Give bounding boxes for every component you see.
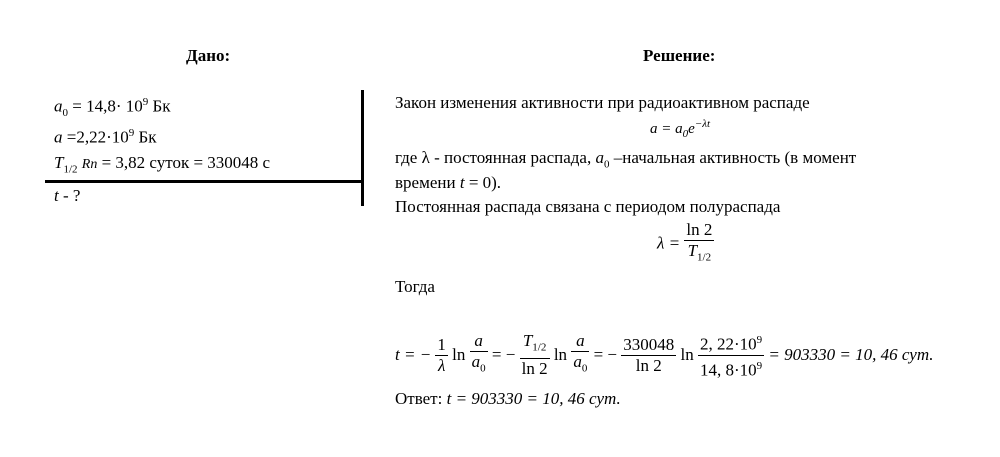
given-a: $a =2,22\cdot 10^9$ Бк bbox=[54, 127, 157, 147]
answer-line: Ответ: t = 903330 = 10, 46 сут. bbox=[395, 389, 621, 408]
given-half-life: $T_{1/2}$ Rn = 3,82 суток = 330048 с bbox=[54, 153, 271, 176]
solution-line-law: Закон изменения активности при радиоактивном распаде bbox=[395, 93, 810, 112]
solution-then: Тогда bbox=[395, 277, 435, 296]
solution-line-lambda-def: где λ - постоянная распада, $a_0$ –начальная активность (в момент bbox=[395, 148, 857, 171]
solution-line-halflife: Постоянная распада связана с периодом полураспада bbox=[395, 197, 781, 216]
given-vertical-divider bbox=[361, 90, 364, 206]
solution-heading: Решение: bbox=[643, 46, 716, 65]
given-heading: Дано: bbox=[186, 46, 231, 65]
solution-line-time: времени t = 0). bbox=[395, 173, 502, 192]
given-horizontal-divider bbox=[45, 180, 363, 183]
formula-activity: $a = a_0e^{-\lambda t}$ bbox=[650, 118, 711, 140]
formula-lambda: λ = $\frac{\ln 2}{T_{1/2}}$ bbox=[657, 220, 713, 264]
formula-time: t = − $\frac{1}{\lambda}$ ln $\frac{a}{a_0}$ = − $\frac{T_{1/2}}{\ln 2}$ ln $\frac{a}{a_0}$ = − $\frac{330048}{\ln 2}$ ln $\frac{2, 22\cdot 10^9}{14, 8\cdot 10^9}$ = 903330 = 10, 46 сут. bbox=[395, 331, 934, 380]
given-a0: $a_0 = 14,8\cdot 10^9$ Бк bbox=[54, 96, 171, 120]
given-find: t - ? bbox=[54, 186, 81, 205]
